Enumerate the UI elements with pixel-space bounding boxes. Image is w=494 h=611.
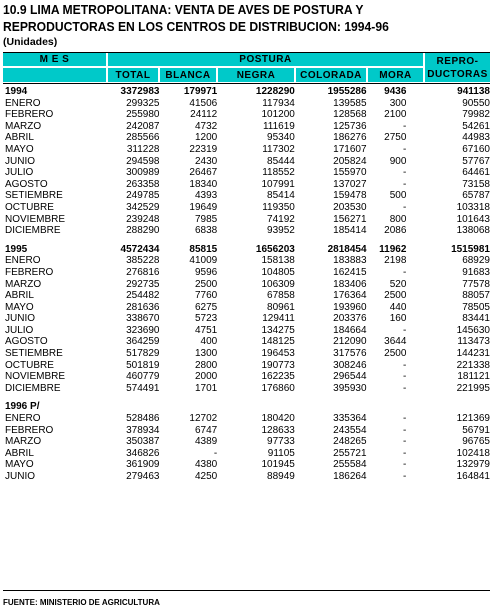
cell-blanca: 26467: [189, 167, 218, 179]
cell-blanca: 9596: [194, 266, 218, 278]
cell-repro: 68929: [462, 255, 490, 267]
cell-colorada: 203530: [333, 201, 367, 213]
cell-mes: DICIEMBRE: [5, 382, 61, 394]
cell-blanca: 6838: [194, 225, 218, 237]
cell-repro: 145630: [456, 324, 490, 336]
cell-negra: 180420: [261, 413, 295, 425]
cell-repro: 103318: [456, 201, 490, 213]
table-row: [3, 225, 490, 237]
cell-repro: 65787: [462, 190, 490, 202]
header-repro-line-2: DUCTORAS: [427, 68, 488, 80]
cell-mora: -: [403, 471, 407, 482]
cell-repro: 78505: [462, 301, 490, 313]
cell-mes: AGOSTO: [5, 178, 48, 190]
cell-mora: -: [403, 178, 407, 190]
cell-negra: 148125: [261, 336, 295, 348]
cell-colorada: 243554: [333, 424, 367, 436]
cell-mora: -: [403, 413, 407, 425]
cell-blanca: 85815: [189, 243, 218, 255]
cell-mora: -: [403, 424, 407, 436]
cell-mes: JULIO: [5, 324, 34, 336]
spacer-cell: [3, 394, 490, 401]
cell-colorada: 159478: [333, 190, 367, 202]
cell-total: 3372983: [120, 86, 160, 97]
cell-total: 311228: [126, 143, 160, 155]
cell-blanca: 4393: [194, 190, 218, 202]
cell-total: 300989: [126, 167, 160, 179]
cell-mes: DICIEMBRE: [5, 225, 61, 237]
cell-total: 385228: [126, 255, 160, 267]
cell-repro: 164841: [456, 471, 490, 482]
table-row: [3, 302, 490, 314]
cell-repro: 181121: [457, 371, 490, 383]
cell-repro: 91683: [462, 266, 490, 278]
cell-blanca: 41506: [189, 97, 218, 109]
cell-mes: ABRIL: [5, 447, 34, 459]
cell-repro: 77578: [462, 278, 490, 290]
cell-mora: -: [403, 266, 407, 278]
table-row: [3, 144, 490, 156]
cell-mora: 2100: [384, 109, 407, 121]
cell-repro: 221338: [456, 359, 490, 371]
cell-negra: 88949: [267, 471, 295, 482]
cell-colorada: 2818454: [327, 243, 367, 255]
cell-repro: 941138: [457, 86, 490, 97]
cell-mes: 1994: [5, 86, 28, 97]
table-row: [3, 348, 490, 360]
table-row: [3, 336, 490, 348]
cell-total: 254482: [126, 290, 160, 302]
table-row: [3, 202, 490, 214]
cell-repro: 57767: [462, 155, 490, 167]
cell-blanca: 6275: [194, 301, 218, 313]
cell-negra: 95340: [267, 132, 295, 144]
cell-mes: MAYO: [5, 143, 34, 155]
cell-blanca: 5723: [194, 313, 218, 325]
table-row: [3, 290, 490, 302]
cell-colorada: 193960: [333, 301, 367, 313]
title-line-1: 10.9 LIMA METROPOLITANA: VENTA DE AVES DE POSTURA Y: [3, 3, 364, 17]
cell-colorada: 205824: [333, 155, 367, 167]
cell-mes: FEBRERO: [5, 266, 54, 278]
cell-blanca: 41009: [189, 255, 218, 267]
cell-blanca: 4380: [194, 459, 218, 471]
cell-repro: 79982: [462, 109, 490, 121]
cell-negra: 196453: [261, 348, 295, 360]
cell-total: 342529: [126, 201, 160, 213]
units-label: (Unidades): [3, 36, 58, 48]
cell-colorada: 185414: [333, 225, 367, 237]
cell-colorada: 176364: [333, 290, 367, 302]
cell-negra: 67858: [267, 290, 295, 302]
cell-mora: 3644: [384, 336, 407, 348]
cell-blanca: 18340: [189, 178, 218, 190]
table-row: [3, 425, 490, 437]
cell-colorada: 308246: [333, 359, 367, 371]
cell-negra: 158138: [261, 255, 295, 267]
table-row: [3, 167, 490, 179]
cell-colorada: 162415: [333, 266, 367, 278]
cell-mes: FEBRERO: [5, 109, 54, 121]
cell-repro: 138068: [456, 225, 490, 237]
cell-repro: [406, 401, 490, 413]
cell-repro: 73158: [462, 178, 490, 190]
cell-colorada: 137027: [333, 178, 367, 190]
cell-mes: MARZO: [5, 436, 42, 448]
cell-total: 249785: [126, 190, 160, 202]
table-row: [3, 98, 490, 110]
cell-repro: 113473: [457, 336, 490, 348]
cell-colorada: 156271: [333, 213, 367, 225]
cell-blanca: 24112: [190, 109, 218, 121]
cell-negra: 119350: [262, 201, 295, 213]
table-row: [3, 360, 490, 372]
cell-mes: OCTUBRE: [5, 201, 54, 213]
table-row: [3, 121, 490, 133]
cell-total: 292735: [126, 278, 160, 290]
table-row: [3, 371, 490, 383]
cell-mora: -: [403, 382, 407, 394]
cell-colorada: 184664: [333, 324, 367, 336]
cell-blanca: 22319: [189, 143, 218, 155]
cell-mora: 500: [389, 190, 407, 202]
table-row: [3, 190, 490, 202]
cell-colorada: 1955286: [327, 86, 367, 97]
cell-negra: 1656203: [255, 243, 295, 255]
cell-repro: 121369: [456, 413, 490, 425]
cell-total: 239248: [126, 213, 160, 225]
cell-colorada: 155970: [333, 167, 367, 179]
cell-repro: 67160: [462, 143, 490, 155]
cell-mora: -: [403, 167, 407, 179]
cell-mora: -: [403, 359, 407, 371]
header-mora: MORA: [368, 68, 423, 82]
header-mes: M E S: [3, 53, 106, 66]
cell-mora: -: [403, 324, 407, 336]
table-header: [3, 53, 490, 83]
cell-mora: 520: [389, 278, 407, 290]
cell-negra: [217, 401, 295, 413]
cell-total: 574491: [126, 382, 160, 394]
cell-negra: 101945: [261, 459, 295, 471]
cell-colorada: 183883: [333, 255, 367, 267]
cell-negra: 117934: [262, 97, 295, 109]
cell-repro: 102418: [456, 447, 490, 459]
cell-mes: ENERO: [5, 255, 41, 267]
cell-mora: 11962: [379, 243, 407, 255]
cell-negra: 91105: [267, 447, 295, 459]
header-repro-line-1: REPRO-: [436, 55, 479, 67]
cell-negra: 111619: [262, 120, 295, 132]
header-postura: POSTURA: [108, 53, 423, 66]
year-total-row: [3, 244, 490, 256]
cell-blanca: 2430: [194, 155, 218, 167]
document-title: [3, 2, 476, 36]
cell-negra: 176860: [261, 382, 295, 394]
cell-negra: 107991: [261, 178, 295, 190]
cell-blanca: 7985: [194, 213, 218, 225]
header-bottom-rule: [3, 83, 490, 84]
cell-mes: SETIEMBRE: [5, 190, 63, 202]
cell-colorada: 186264: [333, 471, 367, 482]
cell-negra: 1228290: [255, 86, 295, 97]
cell-negra: 93952: [267, 225, 295, 237]
cell-total: 299325: [126, 97, 160, 109]
cell-total: 294598: [126, 155, 160, 167]
cell-total: 528486: [126, 413, 160, 425]
cell-negra: 162235: [261, 371, 295, 383]
cell-mora: [367, 401, 407, 413]
cell-mes: MARZO: [5, 278, 42, 290]
cell-mora: -: [403, 201, 407, 213]
cell-total: 288290: [126, 225, 160, 237]
cell-blanca: 7760: [194, 290, 218, 302]
cell-negra: 129411: [262, 313, 295, 325]
cell-mora: 2500: [384, 290, 407, 302]
cell-total: 285566: [126, 132, 160, 144]
cell-mora: 2086: [384, 225, 407, 237]
cell-mora: 900: [389, 155, 407, 167]
table-row: [3, 214, 490, 226]
cell-mes: 1996 P/: [5, 401, 40, 413]
header-total: TOTAL: [108, 68, 158, 82]
cell-mes: MAYO: [5, 459, 34, 471]
year-total-row: [3, 401, 490, 413]
cell-negra: 80961: [267, 301, 295, 313]
cell-negra: 190773: [261, 359, 295, 371]
cell-repro: 64461: [462, 167, 490, 179]
cell-blanca: 19649: [189, 201, 218, 213]
cell-mora: 300: [389, 97, 407, 109]
cell-blanca: 4751: [194, 324, 218, 336]
cell-blanca: [159, 401, 217, 413]
cell-total: 4572434: [120, 243, 160, 255]
cell-blanca: 400: [200, 336, 218, 348]
header-blanca: BLANCA: [160, 68, 216, 82]
cell-mora: 800: [389, 213, 407, 225]
cell-colorada: 128568: [333, 109, 367, 121]
cell-mora: -: [403, 143, 407, 155]
spacer-cell: [3, 237, 490, 244]
cell-mora: 9436: [384, 86, 407, 97]
table-row: [3, 267, 490, 279]
table-row: [3, 325, 490, 337]
cell-total: 263358: [126, 178, 160, 190]
cell-colorada: 139585: [333, 97, 367, 109]
cell-mora: -: [403, 447, 407, 459]
cell-mora: -: [403, 459, 407, 471]
cell-negra: 104805: [261, 266, 295, 278]
cell-mes: NOVIEMBRE: [5, 213, 66, 225]
cell-mes: MARZO: [5, 120, 42, 132]
cell-repro: 132979: [456, 459, 490, 471]
cell-mora: -: [403, 371, 407, 383]
cell-repro: 88057: [462, 290, 490, 302]
cell-repro: 56791: [462, 424, 490, 436]
cell-colorada: 335364: [333, 413, 367, 425]
table-row: [3, 313, 490, 325]
row-spacer: [3, 237, 490, 244]
cell-repro: 90550: [462, 97, 490, 109]
cell-mes: JUNIO: [5, 155, 35, 167]
cell-total: 350387: [126, 436, 160, 448]
header-negra: NEGRA: [218, 68, 294, 82]
cell-total: 501819: [126, 359, 160, 371]
cell-blanca: 2000: [194, 371, 218, 383]
table-bottom-rule: [3, 590, 490, 591]
cell-total: 255980: [126, 109, 160, 121]
cell-total: 323690: [126, 324, 160, 336]
year-total-row: [3, 86, 490, 98]
cell-negra: 118552: [262, 167, 295, 179]
cell-blanca: -: [213, 447, 218, 459]
cell-colorada: 255721: [333, 447, 367, 459]
cell-total: 517829: [126, 348, 160, 360]
cell-colorada: [295, 401, 367, 413]
cell-total: [108, 401, 160, 413]
cell-blanca: 4250: [194, 471, 218, 482]
cell-colorada: 186276: [333, 132, 367, 144]
cell-colorada: 395930: [333, 382, 367, 394]
cell-blanca: 179971: [183, 86, 218, 97]
cell-colorada: 171607: [333, 143, 367, 155]
cell-colorada: 296544: [333, 371, 367, 383]
cell-negra: 134275: [261, 324, 295, 336]
cell-negra: 74192: [267, 213, 295, 225]
title-line-2: REPRODUCTORAS EN LOS CENTROS DE DISTRIBUCION: 1994-96: [3, 20, 389, 34]
cell-total: 364259: [126, 336, 160, 348]
cell-mes: ABRIL: [5, 132, 34, 144]
header-mes-blank: [3, 68, 106, 82]
cell-negra: 85444: [267, 155, 295, 167]
cell-blanca: 6747: [194, 424, 218, 436]
cell-negra: 85414: [267, 190, 295, 202]
data-table: [3, 86, 490, 483]
cell-total: 378934: [126, 424, 160, 436]
cell-mora: 2198: [384, 255, 407, 267]
cell-negra: 117302: [262, 143, 295, 155]
cell-blanca: 1300: [194, 348, 218, 360]
cell-repro: 54261: [462, 120, 490, 132]
cell-colorada: 203376: [333, 313, 367, 325]
table-row: [3, 179, 490, 191]
cell-total: 460779: [126, 371, 160, 383]
cell-mes: ENERO: [5, 413, 41, 425]
table-row: [3, 436, 490, 448]
cell-mes: SETIEMBRE: [5, 348, 63, 360]
cell-total: 338670: [126, 313, 160, 325]
cell-total: 346826: [126, 447, 160, 459]
cell-mora: -: [403, 120, 407, 132]
table-row: [3, 255, 490, 267]
table-row: [3, 471, 490, 483]
cell-mora: 160: [389, 313, 407, 325]
cell-colorada: 317576: [333, 348, 367, 360]
cell-total: 281636: [126, 301, 160, 313]
cell-repro: 44983: [462, 132, 490, 144]
cell-mora: 2750: [384, 132, 407, 144]
cell-colorada: 125736: [333, 120, 367, 132]
table-row: [3, 448, 490, 460]
cell-blanca: 4732: [194, 120, 218, 132]
cell-repro: 96765: [462, 436, 490, 448]
header-colorada: COLORADA: [296, 68, 366, 82]
cell-colorada: 212090: [333, 336, 367, 348]
cell-total: 242087: [126, 120, 160, 132]
cell-negra: 106309: [261, 278, 295, 290]
cell-repro: 221995: [456, 382, 490, 394]
cell-repro: 83441: [462, 313, 490, 325]
cell-blanca: 1200: [194, 132, 218, 144]
table-row: [3, 279, 490, 291]
cell-blanca: 2500: [194, 278, 218, 290]
cell-mes: ABRIL: [5, 290, 34, 302]
cell-negra: 128633: [261, 424, 295, 436]
cell-repro: 144231: [456, 348, 490, 360]
cell-blanca: 1701: [194, 382, 218, 394]
cell-negra: 101200: [261, 109, 295, 121]
cell-repro: 1515981: [451, 243, 490, 255]
cell-mes: FEBRERO: [5, 424, 54, 436]
row-spacer: [3, 394, 490, 401]
cell-blanca: 2800: [194, 359, 218, 371]
cell-mes: MAYO: [5, 301, 34, 313]
cell-total: 279463: [126, 471, 160, 482]
table-row: [3, 459, 490, 471]
cell-repro: 101643: [456, 213, 490, 225]
cell-mora: 2500: [384, 348, 407, 360]
cell-mes: OCTUBRE: [5, 359, 54, 371]
cell-blanca: 12702: [189, 413, 218, 425]
cell-negra: 97733: [267, 436, 295, 448]
table-row: [3, 156, 490, 168]
cell-mes: JULIO: [5, 167, 34, 179]
cell-blanca: 4389: [194, 436, 218, 448]
cell-colorada: 255584: [333, 459, 367, 471]
cell-mora: -: [403, 436, 407, 448]
data-table-body: [3, 86, 490, 483]
cell-mes: ENERO: [5, 97, 41, 109]
cell-total: 276816: [126, 266, 160, 278]
cell-mora: 440: [389, 301, 407, 313]
cell-mes: 1995: [5, 243, 28, 255]
cell-colorada: 248265: [333, 436, 367, 448]
cell-mes: AGOSTO: [5, 336, 48, 348]
cell-mes: JUNIO: [5, 313, 35, 325]
table-row: [3, 109, 490, 121]
cell-total: 361909: [126, 459, 160, 471]
source-footer: FUENTE: MINISTERIO DE AGRICULTURA: [3, 598, 160, 607]
table-row: [3, 413, 490, 425]
cell-colorada: 183406: [333, 278, 367, 290]
header-reproductoras: [425, 53, 490, 82]
table-row: [3, 132, 490, 144]
table-row: [3, 383, 490, 395]
cell-mes: JUNIO: [5, 471, 35, 482]
cell-mes: NOVIEMBRE: [5, 371, 66, 383]
